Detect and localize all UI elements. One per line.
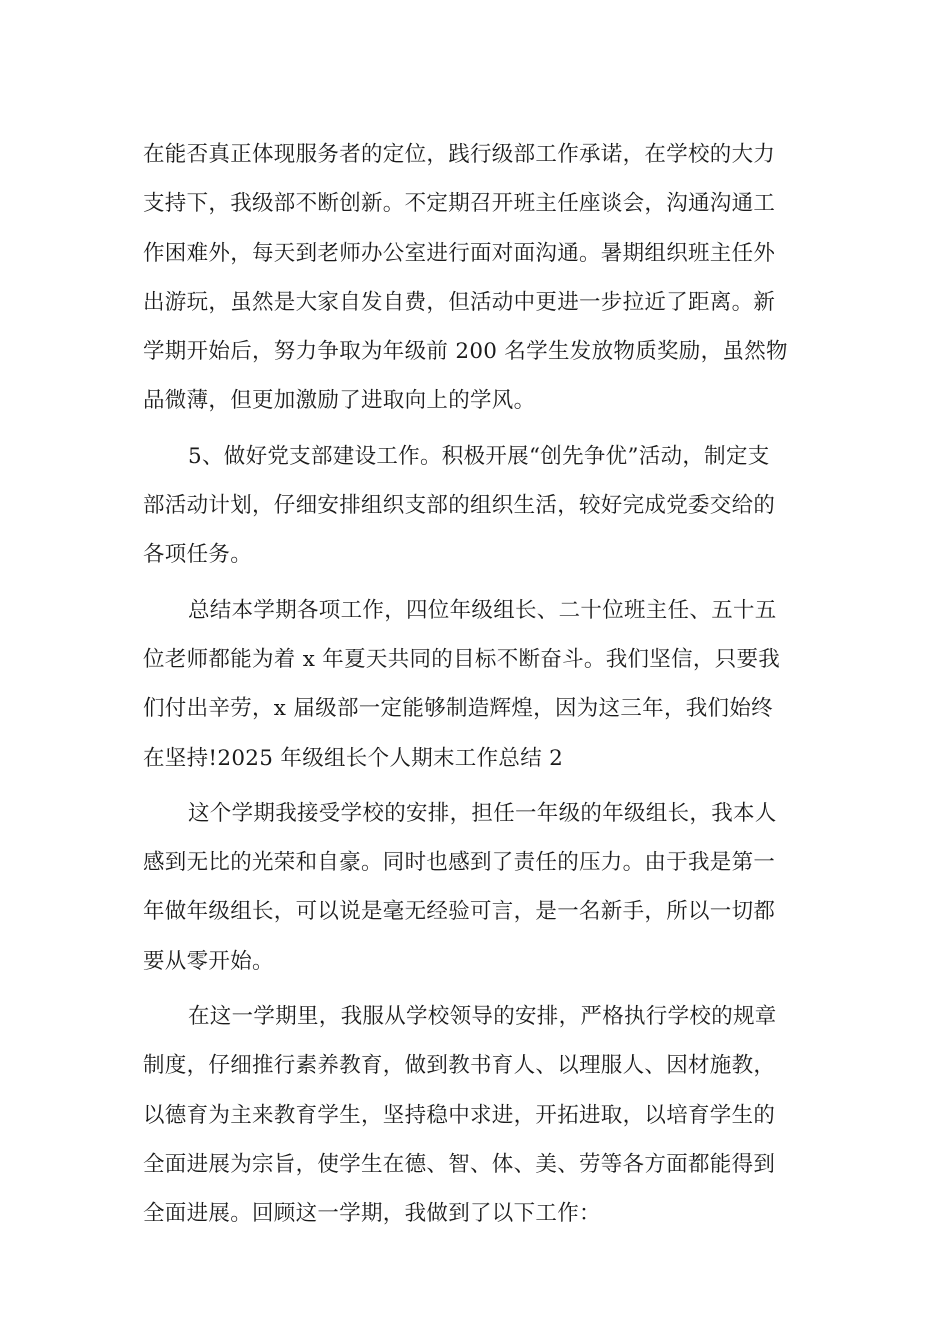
paragraph-grade-leader-intro (143, 789, 807, 986)
paragraph-semester-summary (143, 586, 807, 783)
text-line: 各项任务。 (143, 542, 253, 568)
text-line: 感到无比的光荣和自豪。同时也感到了责任的压力。由于我是第一 (143, 850, 776, 876)
text-line: 在这一学期里，我服从学校领导的安排，严格执行学校的规章 (188, 1004, 777, 1030)
text-line: 学期开始后，努力争取为年级前 200 名学生发放物质奖励，虽然物 (143, 339, 788, 365)
text-line: 在坚持!2025 年级组长个人期末工作总结 2 (143, 745, 564, 771)
text-line: 要从零开始。 (143, 948, 274, 974)
text-line: 年做年级组长，可以说是毫无经验可言，是一名新手，所以一切都 (143, 899, 776, 925)
text-line: 位老师都能为着 x 年夏天共同的目标不断奋斗。我们坚信，只要我 (143, 646, 781, 672)
text-line: 5、做好党支部建设工作。积极开展“创先争优”活动，制定支 (188, 443, 770, 469)
text-line: 支持下，我级部不断创新。不定期召开班主任座谈会，沟通沟通工 (143, 191, 776, 217)
text-line: 作困难外，每天到老师办公室进行面对面沟通。暑期组织班主任外 (143, 240, 776, 266)
text-line: 这个学期我接受学校的安排，担任一年级的年级组长，我本人 (188, 800, 777, 826)
text-line: 以德育为主来教育学生，坚持稳中求进，开拓进取，以培育学生的 (143, 1102, 776, 1128)
text-line: 出游玩，虽然是大家自发自费，但活动中更进一步拉近了距离。新 (143, 289, 776, 315)
text-line: 品微薄，但更加激励了进取向上的学风。 (143, 388, 536, 414)
text-line: 在能否真正体现服务者的定位，践行级部工作承诺，在学校的大力 (143, 142, 776, 167)
paragraph-party-branch (143, 432, 807, 580)
document-body (143, 130, 807, 1245)
text-line: 部活动计划，仔细安排组织支部的组织生活，较好完成党委交给的 (143, 493, 776, 519)
text-line: 全面进展。回顾这一学期，我做到了以下工作： (143, 1201, 601, 1227)
text-line: 全面进展为宗旨，使学生在德、智、体、美、劳等各方面都能得到 (143, 1151, 776, 1177)
text-line: 们付出辛劳，x 届级部一定能够制造辉煌，因为这三年，我们始终 (143, 696, 773, 722)
paragraph-semester-work (143, 992, 807, 1238)
paragraph-service-positioning (143, 130, 807, 426)
text-line: 制度，仔细推行素养教育，做到教书育人、以理服人、因材施教， (143, 1053, 776, 1079)
text-line: 总结本学期各项工作，四位年级组长、二十位班主任、五十五 (188, 597, 777, 623)
